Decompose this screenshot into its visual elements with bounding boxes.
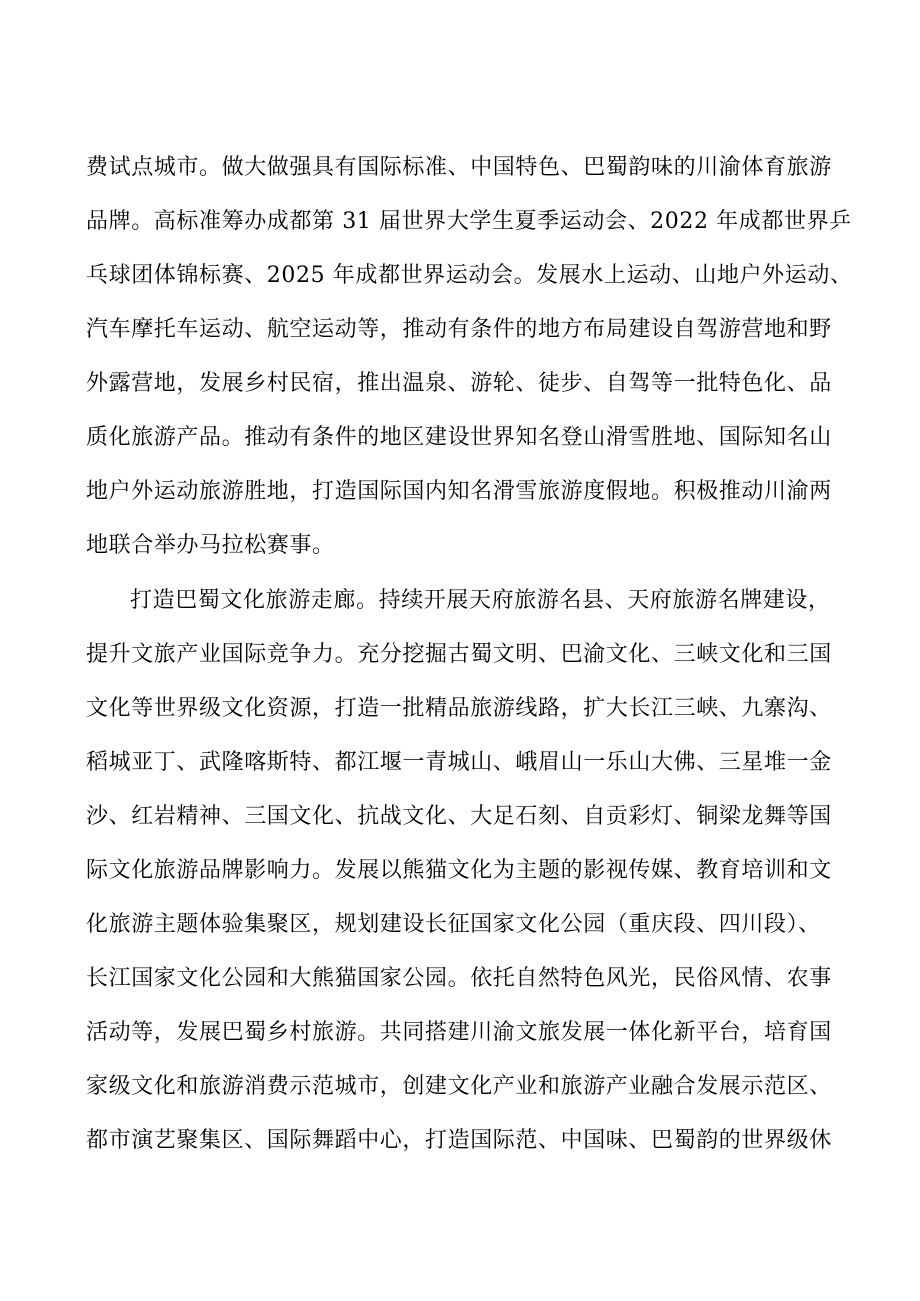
paragraph-line: 都市演艺聚集区、国际舞蹈中心，打造国际范、中国味、巴蜀韵的世界级休 bbox=[86, 1128, 832, 1153]
paragraph-line: 品牌。高标准筹办成都第 31 届世界大学生夏季运动会、2022 年成都世界乒 bbox=[86, 209, 852, 234]
paragraph-line: 际文化旅游品牌影响力。发展以熊猫文化为主题的影视传媒、教育培训和文 bbox=[86, 858, 832, 883]
paragraph-line: 沙、红岩精神、三国文化、抗战文化、大足石刻、自贡彩灯、铜梁龙舞等国 bbox=[86, 804, 832, 829]
paragraph-line: 地户外运动旅游胜地，打造国际国内知名滑雪旅游度假地。积极推动川渝两 bbox=[86, 479, 832, 504]
paragraph-line: 质化旅游产品。推动有条件的地区建设世界知名登山滑雪胜地、国际知名山 bbox=[86, 425, 832, 450]
paragraph-sports-tourism bbox=[86, 141, 853, 573]
paragraph-line: 提升文旅产业国际竞争力。充分挖掘古蜀文明、巴渝文化、三峡文化和三国 bbox=[86, 642, 832, 667]
paragraph-line: 费试点城市。做大做强具有国际标准、中国特色、巴蜀韵味的川渝体育旅游 bbox=[86, 155, 832, 180]
paragraph-line: 汽车摩托车运动、航空运动等，推动有条件的地方布局建设自驾游营地和野 bbox=[86, 317, 832, 342]
paragraph-line: 文化等世界级文化资源，打造一批精品旅游线路，扩大长江三峡、九寨沟、 bbox=[86, 696, 832, 721]
paragraph-line: 乓球团体锦标赛、2025 年成都世界运动会。发展水上运动、山地户外运动、 bbox=[86, 263, 853, 288]
paragraph-line: 长江国家文化公园和大熊猫国家公园。依托自然特色风光，民俗风情、农事 bbox=[86, 966, 832, 991]
paragraph-line: 家级文化和旅游消费示范城市，创建文化产业和旅游产业融合发展示范区、 bbox=[86, 1074, 832, 1099]
paragraph-line: 外露营地，发展乡村民宿，推出温泉、游轮、徒步、自驾等一批特色化、品 bbox=[86, 371, 832, 396]
paragraph-line: 化旅游主题体验集聚区，规划建设长征国家文化公园（重庆段、四川段）、 bbox=[86, 912, 821, 937]
paragraph-line: 稻城亚丁、武隆喀斯特、都江堰一青城山、峨眉山一乐山大佛、三星堆一金 bbox=[86, 750, 832, 775]
paragraph-line: 活动等，发展巴蜀乡村旅游。共同搭建川渝文旅发展一体化新平台，培育国 bbox=[86, 1020, 832, 1045]
paragraph-first-line: 打造巴蜀文化旅游走廊。持续开展天府旅游名县、天府旅游名牌建设， bbox=[130, 588, 831, 613]
paragraph-line: 地联合举办马拉松赛事。 bbox=[86, 533, 335, 558]
paragraph-culture-tourism-corridor bbox=[86, 574, 846, 1168]
